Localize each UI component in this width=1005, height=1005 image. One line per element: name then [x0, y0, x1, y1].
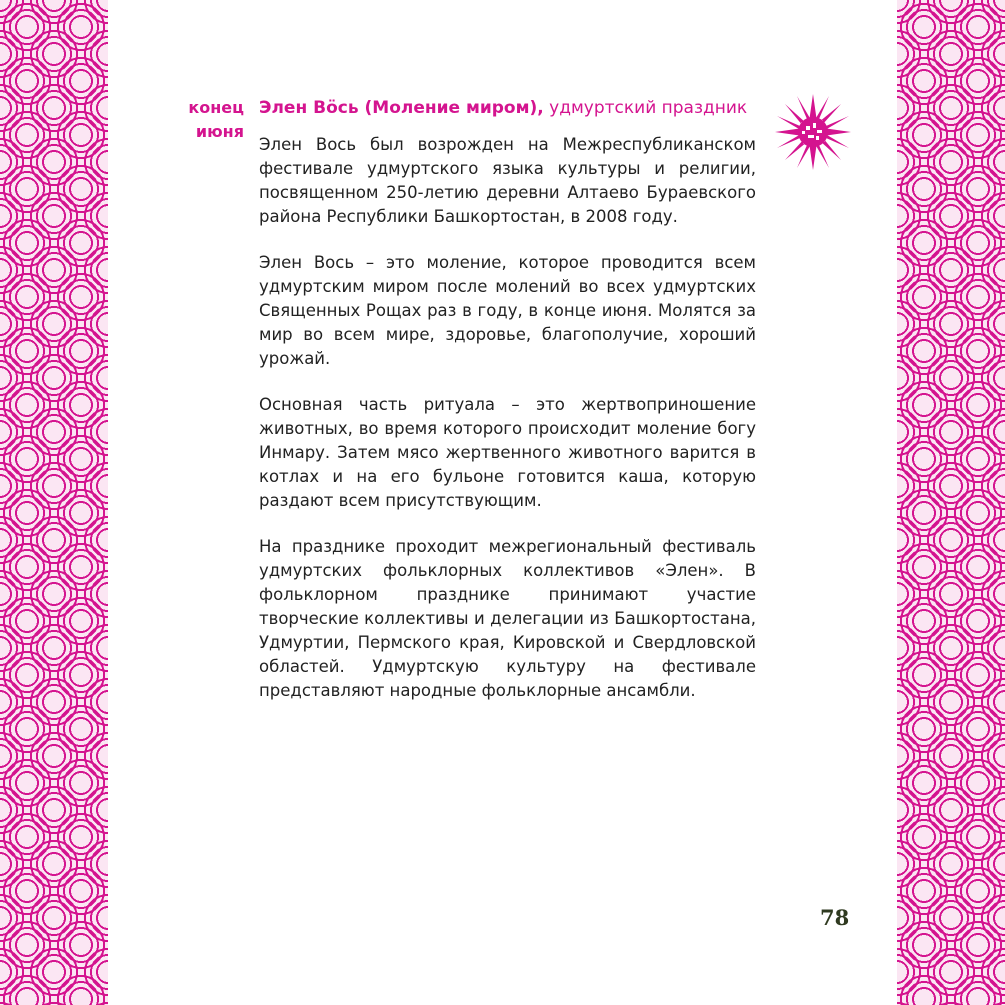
article-body [259, 133, 756, 725]
date-label [162, 96, 244, 144]
date-line-2: июня [195, 122, 244, 141]
page-number: 78 [820, 905, 850, 930]
decorative-border-right [897, 0, 1005, 1005]
decorative-border-left [0, 0, 108, 1005]
paragraph-4: На празднике проходит межрегиональный фестиваль удмуртских фольклорных коллективов «Элен». В фольклорном празднике принимают участие творческие коллективы и делегации из Башкортостана, Удмуртии, Пермского края, Кировской и Свердловской областей. Удмуртскую культуру на фестивале представляют народные фольклорные ансамбли. [259, 537, 756, 700]
section-heading [259, 96, 779, 120]
burst-emblem-icon [773, 92, 853, 172]
paragraph-1: Элен Вось был возрожден на Межреспубликанском фестивале удмуртского языка культуры и религии, посвященном 250-летию деревни Алтаево Бураевского района Республики Башкортостан, в 2008 году. [259, 135, 756, 226]
heading-title: Элен Вӧсь (Моление миром), [259, 98, 544, 118]
date-line-1: конец [188, 98, 244, 117]
paragraph-3: Основная часть ритуала – это жертвоприношение животных, во время которого происходит моление богу Инмару. Затем мясо жертвенного животного варится в котлах и на его бульоне готовится каша, которую раздают всем присутствующим. [259, 395, 756, 510]
heading-subtitle: удмуртский праздник [543, 98, 748, 118]
paragraph-2: Элен Вось – это моление, которое проводится всем удмуртским миром после молений во всех удмуртских Священных Рощах раз в году, в конце июня. Молятся за мир во всем мире, здоровье, благополучие, хороший урожай. [259, 253, 756, 368]
